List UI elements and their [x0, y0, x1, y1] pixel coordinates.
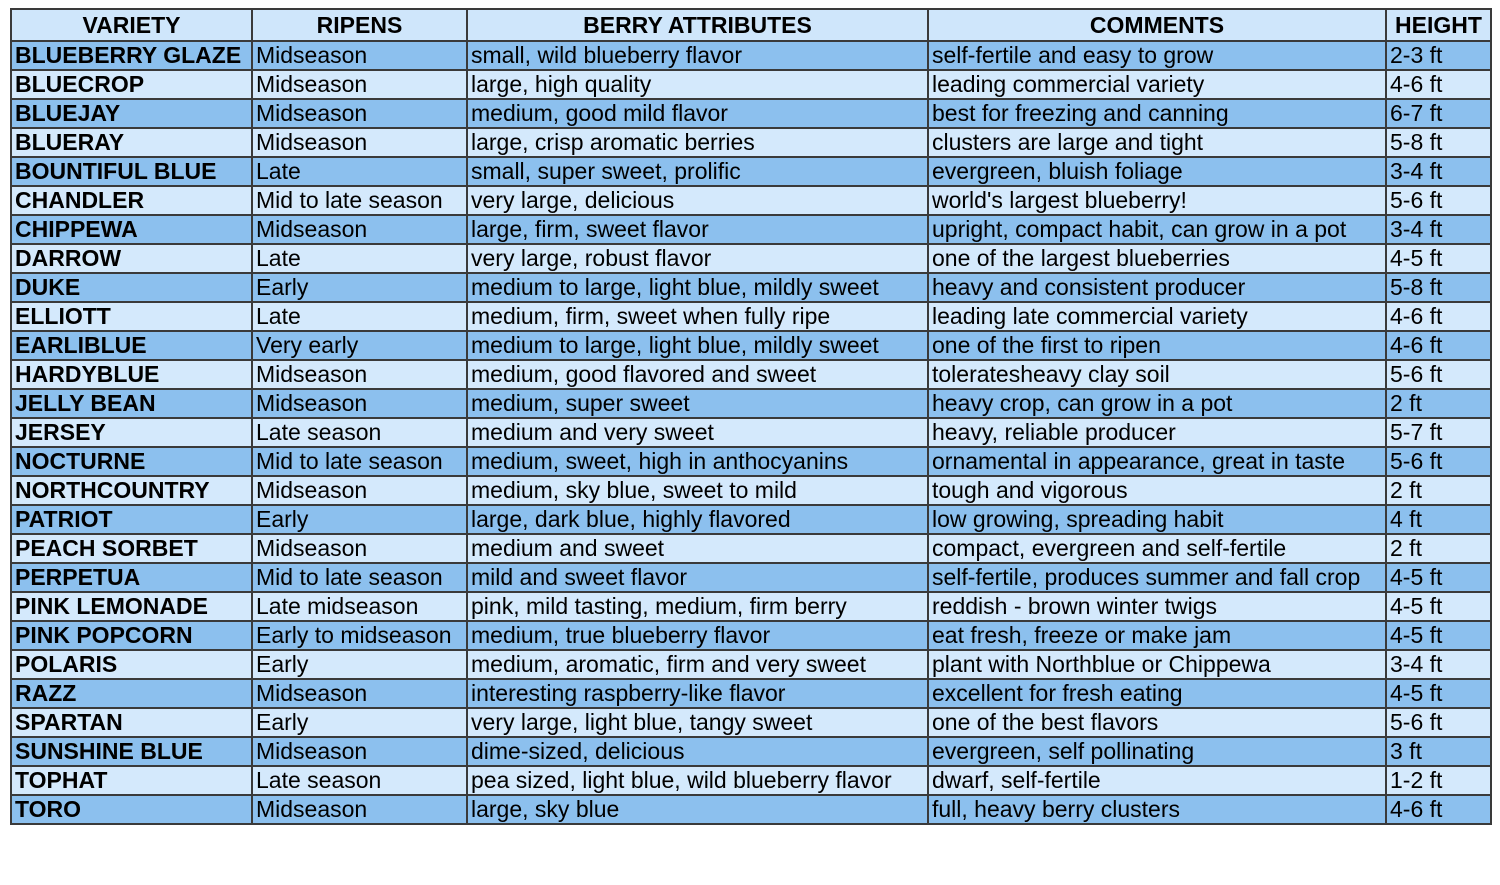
cell-variety: BLUERAY [11, 128, 252, 157]
cell-ripens: Midseason [252, 41, 467, 70]
cell-comments: toleratesheavy clay soil [928, 360, 1386, 389]
table-row [11, 331, 1491, 360]
cell-ripens: Midseason [252, 737, 467, 766]
cell-variety: JERSEY [11, 418, 252, 447]
cell-height: 1-2 ft [1386, 766, 1491, 795]
cell-ripens: Early [252, 708, 467, 737]
cell-variety: TORO [11, 795, 252, 824]
cell-berry-attributes: medium and very sweet [467, 418, 928, 447]
cell-ripens: Midseason [252, 70, 467, 99]
cell-comments: evergreen, bluish foliage [928, 157, 1386, 186]
cell-berry-attributes: medium, sweet, high in anthocyanins [467, 447, 928, 476]
cell-berry-attributes: interesting raspberry-like flavor [467, 679, 928, 708]
table-row [11, 476, 1491, 505]
cell-comments: excellent for fresh eating [928, 679, 1386, 708]
cell-berry-attributes: pink, mild tasting, medium, firm berry [467, 592, 928, 621]
cell-height: 4-6 ft [1386, 795, 1491, 824]
cell-berry-attributes: medium and sweet [467, 534, 928, 563]
cell-variety: POLARIS [11, 650, 252, 679]
cell-height: 5-7 ft [1386, 418, 1491, 447]
cell-berry-attributes: very large, delicious [467, 186, 928, 215]
cell-ripens: Midseason [252, 534, 467, 563]
cell-height: 5-8 ft [1386, 273, 1491, 302]
cell-comments: upright, compact habit, can grow in a pot [928, 215, 1386, 244]
cell-ripens: Early [252, 650, 467, 679]
cell-comments: dwarf, self-fertile [928, 766, 1386, 795]
cell-ripens: Midseason [252, 128, 467, 157]
cell-ripens: Mid to late season [252, 447, 467, 476]
column-header-comments: COMMENTS [928, 9, 1386, 41]
table-row [11, 418, 1491, 447]
cell-height: 4 ft [1386, 505, 1491, 534]
cell-ripens: Late season [252, 766, 467, 795]
cell-variety: PEACH SORBET [11, 534, 252, 563]
cell-comments: heavy crop, can grow in a pot [928, 389, 1386, 418]
cell-comments: best for freezing and canning [928, 99, 1386, 128]
table-row [11, 215, 1491, 244]
cell-variety: PINK POPCORN [11, 621, 252, 650]
cell-variety: PERPETUA [11, 563, 252, 592]
cell-ripens: Late [252, 302, 467, 331]
cell-berry-attributes: large, crisp aromatic berries [467, 128, 928, 157]
cell-height: 5-6 ft [1386, 708, 1491, 737]
cell-berry-attributes: large, sky blue [467, 795, 928, 824]
cell-height: 4-6 ft [1386, 70, 1491, 99]
cell-comments: plant with Northblue or Chippewa [928, 650, 1386, 679]
cell-berry-attributes: very large, robust flavor [467, 244, 928, 273]
cell-comments: ornamental in appearance, great in taste [928, 447, 1386, 476]
cell-height: 4-6 ft [1386, 302, 1491, 331]
cell-comments: eat fresh, freeze or make jam [928, 621, 1386, 650]
cell-comments: world's largest blueberry! [928, 186, 1386, 215]
header-row [11, 9, 1491, 41]
cell-height: 4-6 ft [1386, 331, 1491, 360]
cell-comments: full, heavy berry clusters [928, 795, 1386, 824]
cell-comments: heavy, reliable producer [928, 418, 1386, 447]
cell-variety: BLUEBERRY GLAZE [11, 41, 252, 70]
cell-variety: BLUEJAY [11, 99, 252, 128]
column-header-variety: VARIETY [11, 9, 252, 41]
table-row [11, 534, 1491, 563]
cell-berry-attributes: medium, firm, sweet when fully ripe [467, 302, 928, 331]
cell-variety: RAZZ [11, 679, 252, 708]
cell-height: 2 ft [1386, 476, 1491, 505]
table-row [11, 157, 1491, 186]
cell-ripens: Midseason [252, 215, 467, 244]
table-row [11, 650, 1491, 679]
cell-berry-attributes: small, super sweet, prolific [467, 157, 928, 186]
table-row [11, 99, 1491, 128]
cell-berry-attributes: medium to large, light blue, mildly sweet [467, 273, 928, 302]
column-header-height: HEIGHT [1386, 9, 1491, 41]
cell-comments: evergreen, self pollinating [928, 737, 1386, 766]
cell-variety: EARLIBLUE [11, 331, 252, 360]
table-row [11, 795, 1491, 824]
table-row [11, 563, 1491, 592]
cell-comments: one of the first to ripen [928, 331, 1386, 360]
cell-height: 2 ft [1386, 389, 1491, 418]
table-row [11, 766, 1491, 795]
table-row [11, 302, 1491, 331]
cell-comments: one of the best flavors [928, 708, 1386, 737]
cell-comments: compact, evergreen and self-fertile [928, 534, 1386, 563]
cell-variety: PINK LEMONADE [11, 592, 252, 621]
cell-berry-attributes: medium, good mild flavor [467, 99, 928, 128]
blueberry-varieties-table [10, 8, 1492, 825]
cell-comments: heavy and consistent producer [928, 273, 1386, 302]
table-row [11, 505, 1491, 534]
cell-height: 5-8 ft [1386, 128, 1491, 157]
table-row [11, 679, 1491, 708]
cell-ripens: Early [252, 273, 467, 302]
cell-variety: BLUECROP [11, 70, 252, 99]
cell-ripens: Midseason [252, 389, 467, 418]
table-row [11, 447, 1491, 476]
cell-ripens: Early to midseason [252, 621, 467, 650]
cell-comments: one of the largest blueberries [928, 244, 1386, 273]
cell-berry-attributes: dime-sized, delicious [467, 737, 928, 766]
table-row [11, 70, 1491, 99]
cell-variety: ELLIOTT [11, 302, 252, 331]
cell-height: 6-7 ft [1386, 99, 1491, 128]
cell-comments: leading commercial variety [928, 70, 1386, 99]
cell-height: 4-5 ft [1386, 679, 1491, 708]
cell-variety: CHANDLER [11, 186, 252, 215]
cell-ripens: Late midseason [252, 592, 467, 621]
cell-height: 3-4 ft [1386, 157, 1491, 186]
cell-ripens: Late [252, 244, 467, 273]
cell-comments: low growing, spreading habit [928, 505, 1386, 534]
table-row [11, 737, 1491, 766]
cell-comments: reddish - brown winter twigs [928, 592, 1386, 621]
cell-berry-attributes: large, dark blue, highly flavored [467, 505, 928, 534]
cell-berry-attributes: medium, true blueberry flavor [467, 621, 928, 650]
cell-berry-attributes: medium to large, light blue, mildly sweet [467, 331, 928, 360]
blueberry-varieties-table-container [10, 8, 1492, 825]
cell-berry-attributes: medium, sky blue, sweet to mild [467, 476, 928, 505]
cell-height: 4-5 ft [1386, 244, 1491, 273]
cell-berry-attributes: large, firm, sweet flavor [467, 215, 928, 244]
column-header-ripens: RIPENS [252, 9, 467, 41]
cell-comments: leading late commercial variety [928, 302, 1386, 331]
cell-comments: tough and vigorous [928, 476, 1386, 505]
cell-berry-attributes: large, high quality [467, 70, 928, 99]
cell-ripens: Late season [252, 418, 467, 447]
cell-comments: self-fertile, produces summer and fall crop [928, 563, 1386, 592]
cell-height: 5-6 ft [1386, 186, 1491, 215]
cell-comments: clusters are large and tight [928, 128, 1386, 157]
cell-height: 3-4 ft [1386, 215, 1491, 244]
cell-variety: NORTHCOUNTRY [11, 476, 252, 505]
cell-variety: CHIPPEWA [11, 215, 252, 244]
cell-ripens: Midseason [252, 679, 467, 708]
cell-variety: JELLY BEAN [11, 389, 252, 418]
cell-comments: self-fertile and easy to grow [928, 41, 1386, 70]
column-header-berry-attributes: BERRY ATTRIBUTES [467, 9, 928, 41]
cell-ripens: Midseason [252, 476, 467, 505]
cell-height: 4-5 ft [1386, 621, 1491, 650]
cell-ripens: Mid to late season [252, 563, 467, 592]
table-row [11, 708, 1491, 737]
cell-variety: DUKE [11, 273, 252, 302]
cell-berry-attributes: medium, good flavored and sweet [467, 360, 928, 389]
table-row [11, 273, 1491, 302]
cell-variety: NOCTURNE [11, 447, 252, 476]
cell-variety: SPARTAN [11, 708, 252, 737]
cell-variety: HARDYBLUE [11, 360, 252, 389]
cell-height: 4-5 ft [1386, 592, 1491, 621]
cell-height: 2 ft [1386, 534, 1491, 563]
cell-ripens: Very early [252, 331, 467, 360]
cell-height: 3-4 ft [1386, 650, 1491, 679]
table-row [11, 360, 1491, 389]
cell-variety: PATRIOT [11, 505, 252, 534]
table-row [11, 244, 1491, 273]
cell-height: 3 ft [1386, 737, 1491, 766]
cell-variety: BOUNTIFUL BLUE [11, 157, 252, 186]
table-row [11, 592, 1491, 621]
cell-height: 4-5 ft [1386, 563, 1491, 592]
cell-variety: TOPHAT [11, 766, 252, 795]
table-row [11, 41, 1491, 70]
cell-variety: DARROW [11, 244, 252, 273]
cell-ripens: Late [252, 157, 467, 186]
cell-berry-attributes: small, wild blueberry flavor [467, 41, 928, 70]
table-row [11, 128, 1491, 157]
cell-variety: SUNSHINE BLUE [11, 737, 252, 766]
table-row [11, 186, 1491, 215]
cell-berry-attributes: pea sized, light blue, wild blueberry flavor [467, 766, 928, 795]
table-row [11, 621, 1491, 650]
cell-berry-attributes: mild and sweet flavor [467, 563, 928, 592]
cell-ripens: Midseason [252, 795, 467, 824]
cell-height: 2-3 ft [1386, 41, 1491, 70]
table-row [11, 389, 1491, 418]
cell-berry-attributes: very large, light blue, tangy sweet [467, 708, 928, 737]
cell-berry-attributes: medium, aromatic, firm and very sweet [467, 650, 928, 679]
cell-berry-attributes: medium, super sweet [467, 389, 928, 418]
cell-ripens: Midseason [252, 99, 467, 128]
cell-ripens: Early [252, 505, 467, 534]
cell-ripens: Midseason [252, 360, 467, 389]
cell-height: 5-6 ft [1386, 360, 1491, 389]
cell-ripens: Mid to late season [252, 186, 467, 215]
table-body [11, 41, 1491, 824]
cell-height: 5-6 ft [1386, 447, 1491, 476]
